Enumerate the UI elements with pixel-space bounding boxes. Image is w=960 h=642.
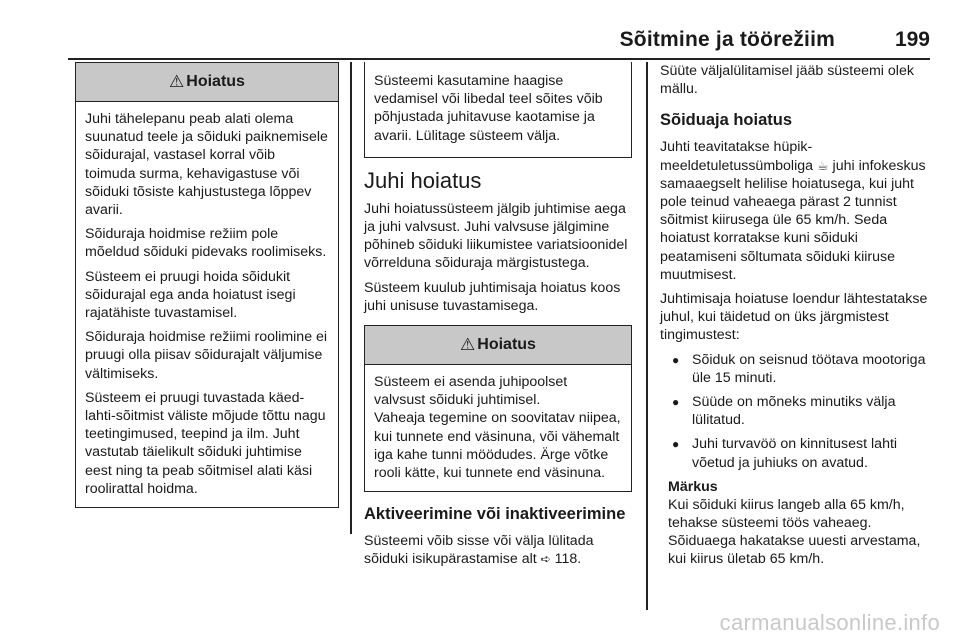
- bullet-icon: ●: [672, 437, 680, 452]
- warning-triangle-icon: ⚠: [460, 335, 476, 355]
- warning-title: Hoiatus: [477, 336, 536, 354]
- body-paragraph: [364, 532, 632, 568]
- section-heading-driving-time-warning: Sõiduaja hoiatus: [660, 111, 793, 130]
- warning-paragraph: Süsteem ei pruugi tuvastada käed-lahti-sõitmist väliste mõjude tõttu nagu teetingimused, teepind ja ilm. Juht vastutab täielikult sõiduki juhtimise eest ning ta peab sõitmisel alati käsi roolirattal hoidma.: [85, 389, 326, 497]
- column-divider-1: [350, 62, 352, 534]
- body-text: juhi infokeskus samaaegselt helilise hoiatusega, kui juht pole teinud vaheaega pärast 2 tunnist sõitmist kiirusega üle 65 km/h. Seda hoiatust korratakse kuni sõiduki peatamiseni sõltumata sõiduki kiiruse muutmisest.: [660, 157, 926, 283]
- list-item: ● Süüde on mõneks minutiks välja lülitatud.: [672, 394, 896, 429]
- warning-body: [365, 62, 631, 157]
- warning-paragraph: Juhi tähelepanu peab alati olema suunatud teele ja sõiduki paiknemisele sõidurajal, vastasel korral võib toimuda surma, kehavigastuse või sõiduki tõsiste kahjustustega lõppev avarii.: [85, 111, 328, 219]
- bullet-icon: ●: [672, 395, 680, 410]
- warning-paragraph: Süsteemi kasutamine haagise vedamisel või libedal teel sõites võib põhjustada juhitavuse kaotamise ja avarii. Lülitage süsteem välja.: [374, 73, 603, 144]
- warning-body: [76, 102, 338, 507]
- bullet-icon: ●: [672, 352, 680, 367]
- body-paragraph: [660, 138, 930, 284]
- body-text: Süsteemi võib sisse või välja lülitada sõiduki isikupärastamise alt: [364, 533, 594, 568]
- column-3: [660, 62, 930, 575]
- warning-paragraph: Vaheaja tegemine on soovitatav niipea, kui tunnete end väsinuna, või vähemalt iga kahe tunni möödudes. Ärge võtke rooli kätte, kui tunnete end väsinuna.: [374, 410, 621, 482]
- list-item: ● Sõiduk on seisnud töötava mootoriga üle 15 minuti.: [672, 351, 926, 386]
- header-rule: [68, 58, 930, 60]
- conditions-list: [660, 351, 930, 472]
- note-title: Märkus: [668, 478, 718, 495]
- warning-title: Hoiatus: [186, 73, 245, 90]
- body-paragraph: Juhi hoiatussüsteem jälgib juhtimise aega ja juhi valvsust. Juhi valvsuse jälgimine põhineb sõiduki liikumistee variatsioonidel võrrelduna sõiduraja märgistustega.: [364, 200, 628, 272]
- note-text: Kui sõiduki kiirus langeb alla 65 km/h, tehakse süsteemi töös vaheaeg. Sõiduaega hakatakse uuesti arvestama, kui kiirus ületab 65 km/h.: [668, 496, 921, 568]
- subheading-activation: Aktiveerimine või inaktiveerimine: [364, 505, 626, 524]
- warning-paragraph: Süsteem ei pruugi hoida sõidukit sõidurajal ega anda hoiatust isegi rajatähiste tuvastamisel.: [85, 268, 296, 322]
- coffee-cup-icon: ☕: [816, 157, 829, 173]
- section-heading-driver-warning: Juhi hoiatus: [364, 167, 482, 193]
- warning-paragraph: Süsteem ei asenda juhipoolset valvsust sõiduki juhtimisel.: [374, 374, 568, 409]
- warning-box-continued: [364, 62, 632, 158]
- watermark: carmanualsonline.info: [719, 610, 940, 635]
- body-paragraph: Süüte väljalülitamisel jääb süsteemi olek mällu.: [660, 63, 914, 98]
- warning-header: [76, 63, 338, 102]
- body-paragraph: Juhtimisaja hoiatuse loendur lähtestatakse juhul, kui täidetud on üks järgmistest tingimustest:: [660, 291, 928, 344]
- body-text: Juhti teavitatakse hüpik-meeldetuletussümboliga: [660, 139, 817, 174]
- page-number: 199: [894, 28, 930, 51]
- page-reference-link[interactable]: 118.: [554, 551, 582, 568]
- list-item: ● Juhi turvavöö on kinnitusest lahti võetud ja juhiuks on avatud.: [672, 436, 898, 471]
- column-2: [364, 62, 632, 575]
- column-1: [75, 62, 339, 508]
- warning-paragraph: Sõiduraja hoidmise režiimi roolimine ei pruugi olla piisav sõidurajalt väljumise vältimiseks.: [85, 329, 328, 382]
- body-paragraph: Süsteem kuulub juhtimisaja hoiatus koos juhi unisuse tuvastamisega.: [364, 279, 621, 314]
- warning-paragraph: Sõiduraja hoidmise režiim pole mõeldud sõiduki pidevaks roolimiseks.: [85, 226, 327, 261]
- warning-body: [365, 365, 631, 491]
- warning-box: [75, 62, 339, 508]
- warning-header: [365, 326, 631, 365]
- column-divider-2: [646, 62, 648, 610]
- warning-box: [364, 325, 632, 492]
- warning-triangle-icon: ⚠: [169, 72, 185, 91]
- page-header-title: Sõitmine ja töörežiim: [619, 28, 835, 51]
- page-reference-arrow-icon: ➪: [540, 552, 551, 567]
